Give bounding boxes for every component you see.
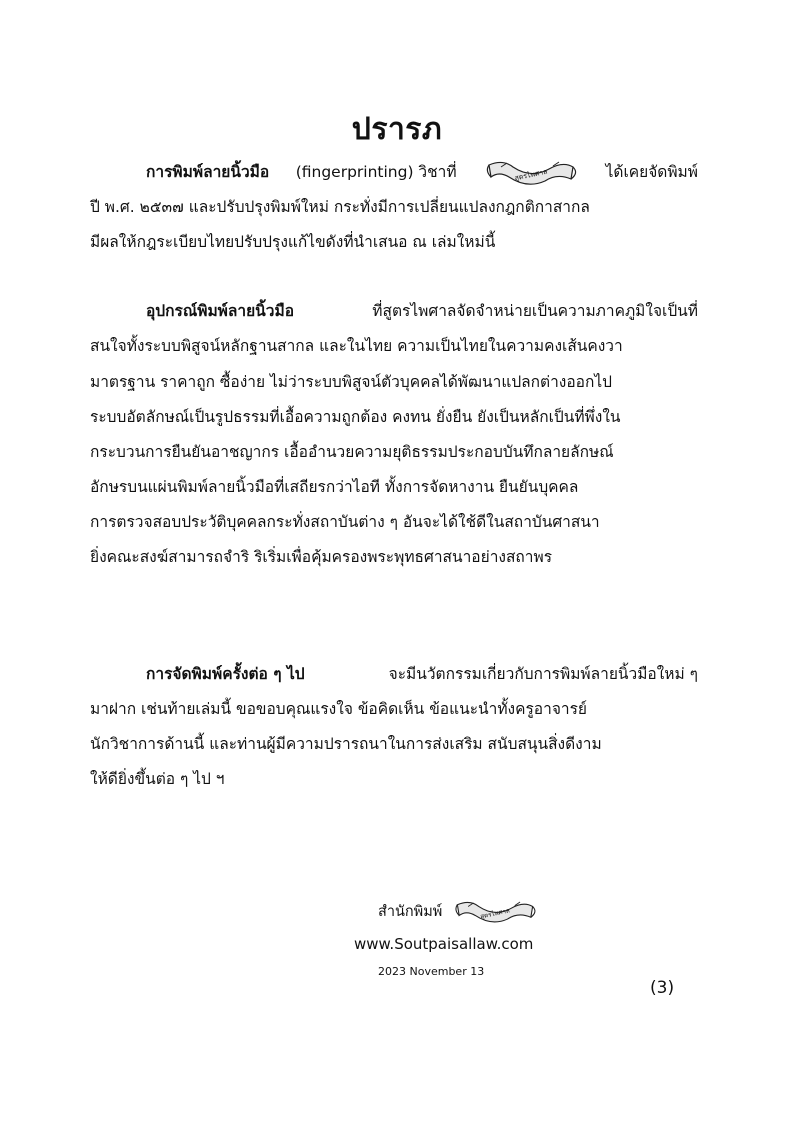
svg-text:สูตรไพศาล: สูตรไพศาล bbox=[480, 907, 511, 921]
paragraph-line: ให้ดียิ่งขึ้นต่อ ๆ ไป ฯ bbox=[90, 770, 225, 788]
paragraph-line: สนใจทั้งระบบพิสูจน์หลักฐานสากล และในไทย ความเป็นไทยในความคงเส้นคงวา bbox=[90, 337, 623, 355]
publisher-signature bbox=[378, 897, 538, 925]
bold-lead: การพิมพ์ลายนิ้วมือ bbox=[146, 163, 270, 181]
publisher-logo-icon bbox=[452, 897, 538, 925]
publication-date: 2023 November 13 bbox=[378, 965, 485, 978]
publisher-logo-icon bbox=[483, 157, 579, 187]
paragraph-line: มาฝาก เช่นท้ายเล่มนี้ ขอขอบคุณแรงใจ ข้อคิดเห็น ข้อแนะนำทั้งครูอาจารย์ bbox=[90, 700, 588, 718]
paragraph-line: อุปกรณ์พิมพ์ลายนิ้วมือ ที่สูตรไพศาลจัดจำหน่ายเป็นความภาคภูมิใจเป็นที่ bbox=[146, 296, 698, 326]
page-number: (3) bbox=[650, 978, 675, 998]
paragraph-line: ปี พ.ศ. ๒๕๓๗ และปรับปรุงพิมพ์ใหม่ กระทั่งมีการเปลี่ยนแปลงกฎกติกาสากล bbox=[90, 198, 590, 216]
bold-lead: การจัดพิมพ์ครั้งต่อ ๆ ไป bbox=[146, 665, 305, 683]
page-title: ปรารภ bbox=[351, 112, 443, 147]
publisher-label: สำนักพิมพ์ bbox=[378, 903, 443, 920]
website-url: www.Soutpaisallaw.com bbox=[354, 935, 534, 953]
paragraph-line: การจัดพิมพ์ครั้งต่อ ๆ ไป จะมีนวัตกรรมเกี่ยวกับการพิมพ์ลายนิ้วมือใหม่ ๆ bbox=[146, 659, 698, 689]
bold-lead: อุปกรณ์พิมพ์ลายนิ้วมือ bbox=[146, 302, 294, 320]
paragraph-line: กระบวนการยืนยันอาชญากร เอื้ออำนวยความยุติธรรมประกอบบันทึกลายลักษณ์ bbox=[90, 443, 614, 461]
paragraph-line: อักษรบนแผ่นพิมพ์ลายนิ้วมือที่เสถียรกว่าไอที ทั้งการจัดหางาน ยืนยันบุคคล bbox=[90, 478, 579, 496]
paragraph-line bbox=[146, 157, 698, 187]
paragraph-line: นักวิชาการด้านนี้ และท่านผู้มีความปรารถนาในการส่งเสริม สนับสนุนสิ่งดีงาม bbox=[90, 735, 602, 753]
paragraph-text: (fingerprinting) วิชาที่ bbox=[295, 163, 457, 181]
svg-text:สูตรไพศาล: สูตรไพศาล bbox=[513, 167, 549, 183]
paragraph-line: ระบบอัตลักษณ์เป็นรูปธรรมที่เอื้อความถูกต้อง คงทน ยั่งยืน ยังเป็นหลักเป็นที่พึ่งใน bbox=[90, 408, 621, 426]
paragraph-line: มาตรฐาน ราคาถูก ซื้อง่าย ไม่ว่าระบบพิสูจน์ตัวบุคคลได้พัฒนาแปลกต่างออกไป bbox=[90, 373, 613, 391]
paragraph-line: ยิ่งคณะสงฆ์สามารถจำริ ริเริ่มเพื่อคุ้มครองพระพุทธศาสนาอย่างสถาพร bbox=[90, 548, 553, 566]
paragraph-line: มีผลให้กฎระเบียบไทยปรับปรุงแก้ไขดังที่นำเสนอ ณ เล่มใหม่นี้ bbox=[90, 233, 496, 251]
paragraph-line: การตรวจสอบประวัติบุคคลกระทั่งสถาบันต่าง ๆ อันจะได้ใช้ดีในสถาบันศาสนา bbox=[90, 513, 600, 531]
paragraph-text: ได้เคยจัดพิมพ์ bbox=[605, 163, 698, 181]
